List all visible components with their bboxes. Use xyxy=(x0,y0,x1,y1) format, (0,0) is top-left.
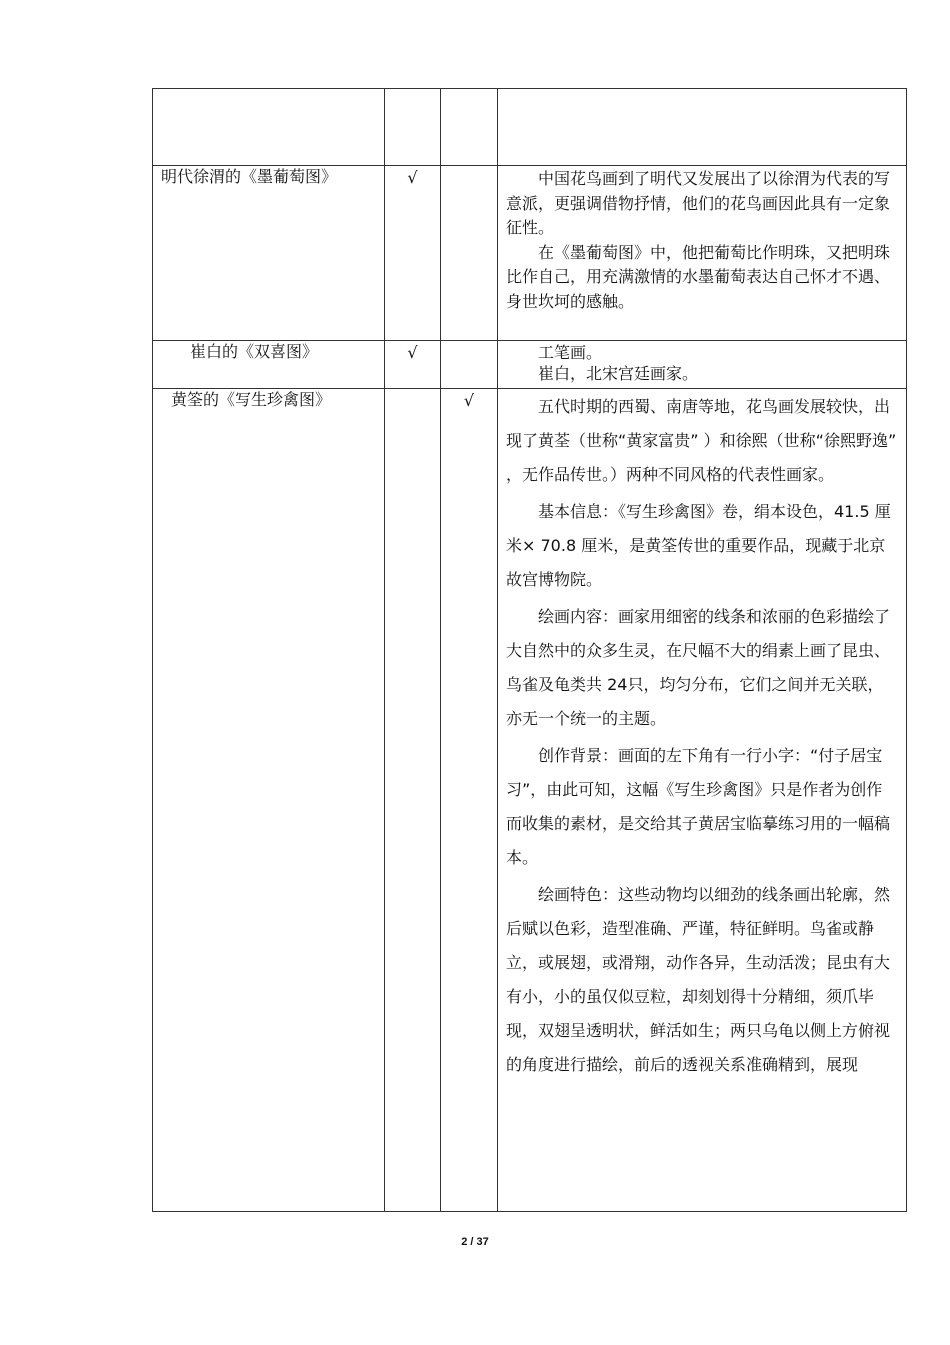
cell-description xyxy=(498,166,907,341)
paragraph: 在《墨葡萄图》中，他把葡萄比作明珠，又把明珠比作自己，用充满激情的水墨葡萄表达自己怀才不遇、身世坎坷的感触。 xyxy=(506,242,891,311)
cell-check-1 xyxy=(385,89,441,166)
cell-description xyxy=(498,389,907,1212)
cell-check-2 xyxy=(441,89,498,166)
check-mark: √ xyxy=(407,343,418,362)
paragraph: 基本信息：《写生珍禽图》卷，绢本设色，41.5 厘米× 70.8 厘米，是黄筌传世的重要作品，现藏于北京故宫博物院。 xyxy=(506,502,891,589)
content-table xyxy=(152,88,907,1212)
cell-check-2 xyxy=(441,166,498,341)
cell-title xyxy=(153,89,385,166)
cell-description xyxy=(498,341,907,389)
table-row-shuang-xi xyxy=(153,341,907,389)
cell-title xyxy=(153,389,385,1212)
cell-check-1 xyxy=(385,341,441,389)
cell-description xyxy=(498,89,907,166)
cell-check-1 xyxy=(385,389,441,1212)
table-row-xie-sheng xyxy=(153,389,907,1212)
paragraph: 工笔画。 xyxy=(538,343,603,362)
cell-check-2 xyxy=(441,389,498,1212)
paragraph: 创作背景：画面的左下角有一行小字：“付子居宝习”，由此可知，这幅《写生珍禽图》只是作者为创作而收集的素材，是交给其子黄居宝临摹练习用的一幅稿本。 xyxy=(506,746,891,867)
table-row-mo-putao xyxy=(153,166,907,341)
check-mark xyxy=(441,166,497,167)
check-mark: √ xyxy=(463,391,475,410)
paragraph: 五代时期的西蜀、南唐等地，花鸟画发展较快，出现了黄荃（世称“黄家富贵” ）和徐熙（世称“徐熙野逸” ，无作品传世。）两种不同风格的代表性画家。 xyxy=(506,397,897,484)
paragraph: 中国花鸟画到了明代又发展出了以徐渭为代表的写意派，更强调借物抒情，他们的花鸟画因此具有一定象征性。 xyxy=(506,169,891,237)
paragraph: 绘画内容：画家用细密的线条和浓丽的色彩描绘了大自然中的众多生灵，在尺幅不大的绢素上画了昆虫、鸟雀及龟类共 24只，均匀分布，它们之间并无关联，亦无一个统一的主题。 xyxy=(506,607,891,728)
row-title: 明代徐渭的《墨葡萄图》 xyxy=(161,167,338,186)
table-row-empty xyxy=(153,89,907,166)
cell-title xyxy=(153,166,385,341)
page-number: 2 / 37 xyxy=(461,1236,489,1248)
cell-check-1 xyxy=(385,166,441,341)
check-mark xyxy=(385,89,440,90)
check-mark xyxy=(441,89,497,90)
check-mark xyxy=(441,341,497,342)
paragraph: 绘画特色：这些动物均以细劲的线条画出轮廓，然后赋以色彩，造型准确、严谨，特征鲜明。鸟雀或静立，或展翅，或滑翔，动作各异，生动活泼；昆虫有大有小，小的虽仅似豆粒，却刻划得十分精细，须爪毕现，双翅呈透明状，鲜活如生；两只乌龟以侧上方俯视的角度进行描绘，前后的透视关系准确精到，展现 xyxy=(506,885,891,1074)
paragraph: 崔白，北宋宫廷画家。 xyxy=(538,364,699,383)
check-mark: √ xyxy=(407,168,418,187)
cell-check-2 xyxy=(441,341,498,389)
row-title: 崔白的《双喜图》 xyxy=(190,342,319,361)
check-mark xyxy=(385,389,440,390)
cell-title xyxy=(153,341,385,389)
row-title: 黄筌的《写生珍禽图》 xyxy=(171,390,332,409)
